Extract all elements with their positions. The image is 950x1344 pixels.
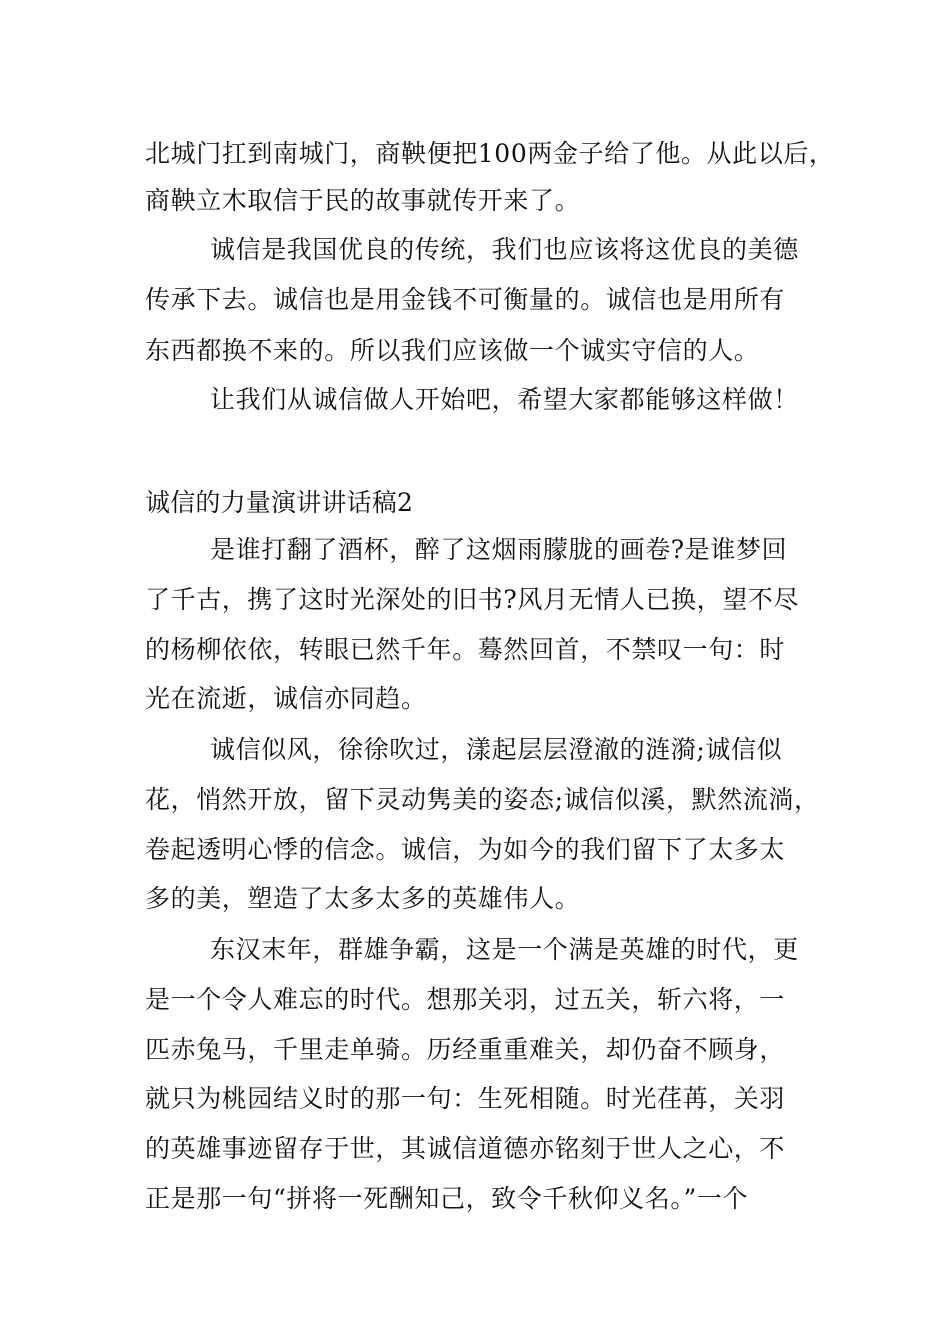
paragraph-line: 了千古，携了这时光深处的旧书?风月无情人已换，望不尽: [145, 585, 800, 614]
paragraph-line: 多的美，塑造了太多太多的英雄伟人。: [145, 884, 581, 913]
paragraph-line: 东汉末年，群雄争霸，这是一个满是英雄的时代，更: [210, 935, 799, 964]
paragraph-line: 就只为桃园结义时的那一句：生死相随。时光荏苒，关羽: [145, 1084, 786, 1113]
paragraph-line: 的杨柳依依，转眼已然千年。蓦然回首，不禁叹一句：时: [145, 635, 786, 664]
paragraph-line: 东西都换不来的。所以我们应该做一个诚实守信的人。: [145, 336, 760, 365]
paragraph-line: 诚信是我国优良的传统，我们也应该将这优良的美德: [210, 235, 799, 264]
paragraph-line: 商鞅立木取信于民的故事就传开来了。: [145, 186, 581, 215]
paragraph-line: 光在流逝，诚信亦同趋。: [145, 684, 427, 713]
section-heading: 诚信的力量演讲讲话稿2: [145, 488, 414, 517]
paragraph-line: 是谁打翻了酒杯，醉了这烟雨朦胧的画卷?是谁梦回: [210, 535, 788, 564]
paragraph-line: 的英雄事迹留存于世，其诚信道德亦铭刻于世人之心，不: [145, 1134, 786, 1163]
paragraph-line: 诚信似风，徐徐吹过，漾起层层澄澈的涟漪;诚信似: [210, 735, 783, 764]
paragraph-line: 花，悄然开放，留下灵动隽美的姿态;诚信似溪，默然流淌，: [145, 785, 820, 814]
paragraph-line: 传承下去。诚信也是用金钱不可衡量的。诚信也是用所有: [145, 285, 786, 314]
paragraph-line: 卷起透明心悸的信念。诚信，为如今的我们留下了太多太: [145, 835, 786, 864]
paragraph-line: 让我们从诚信做人开始吧，希望大家都能够这样做！: [210, 385, 799, 414]
paragraph-line: 匹赤兔马，千里走单骑。历经重重难关，却仍奋不顾身，: [145, 1035, 786, 1064]
paragraph-line: 是一个令人难忘的时代。想那关羽，过五关，斩六将，一: [145, 985, 786, 1014]
paragraph-line: 正是那一句“拼将一死酬知己，致令千秋仰义名。”一个: [145, 1184, 749, 1213]
paragraph-line: 北城门扛到南城门，商鞅便把100两金子给了他。从此以后，: [145, 139, 835, 168]
